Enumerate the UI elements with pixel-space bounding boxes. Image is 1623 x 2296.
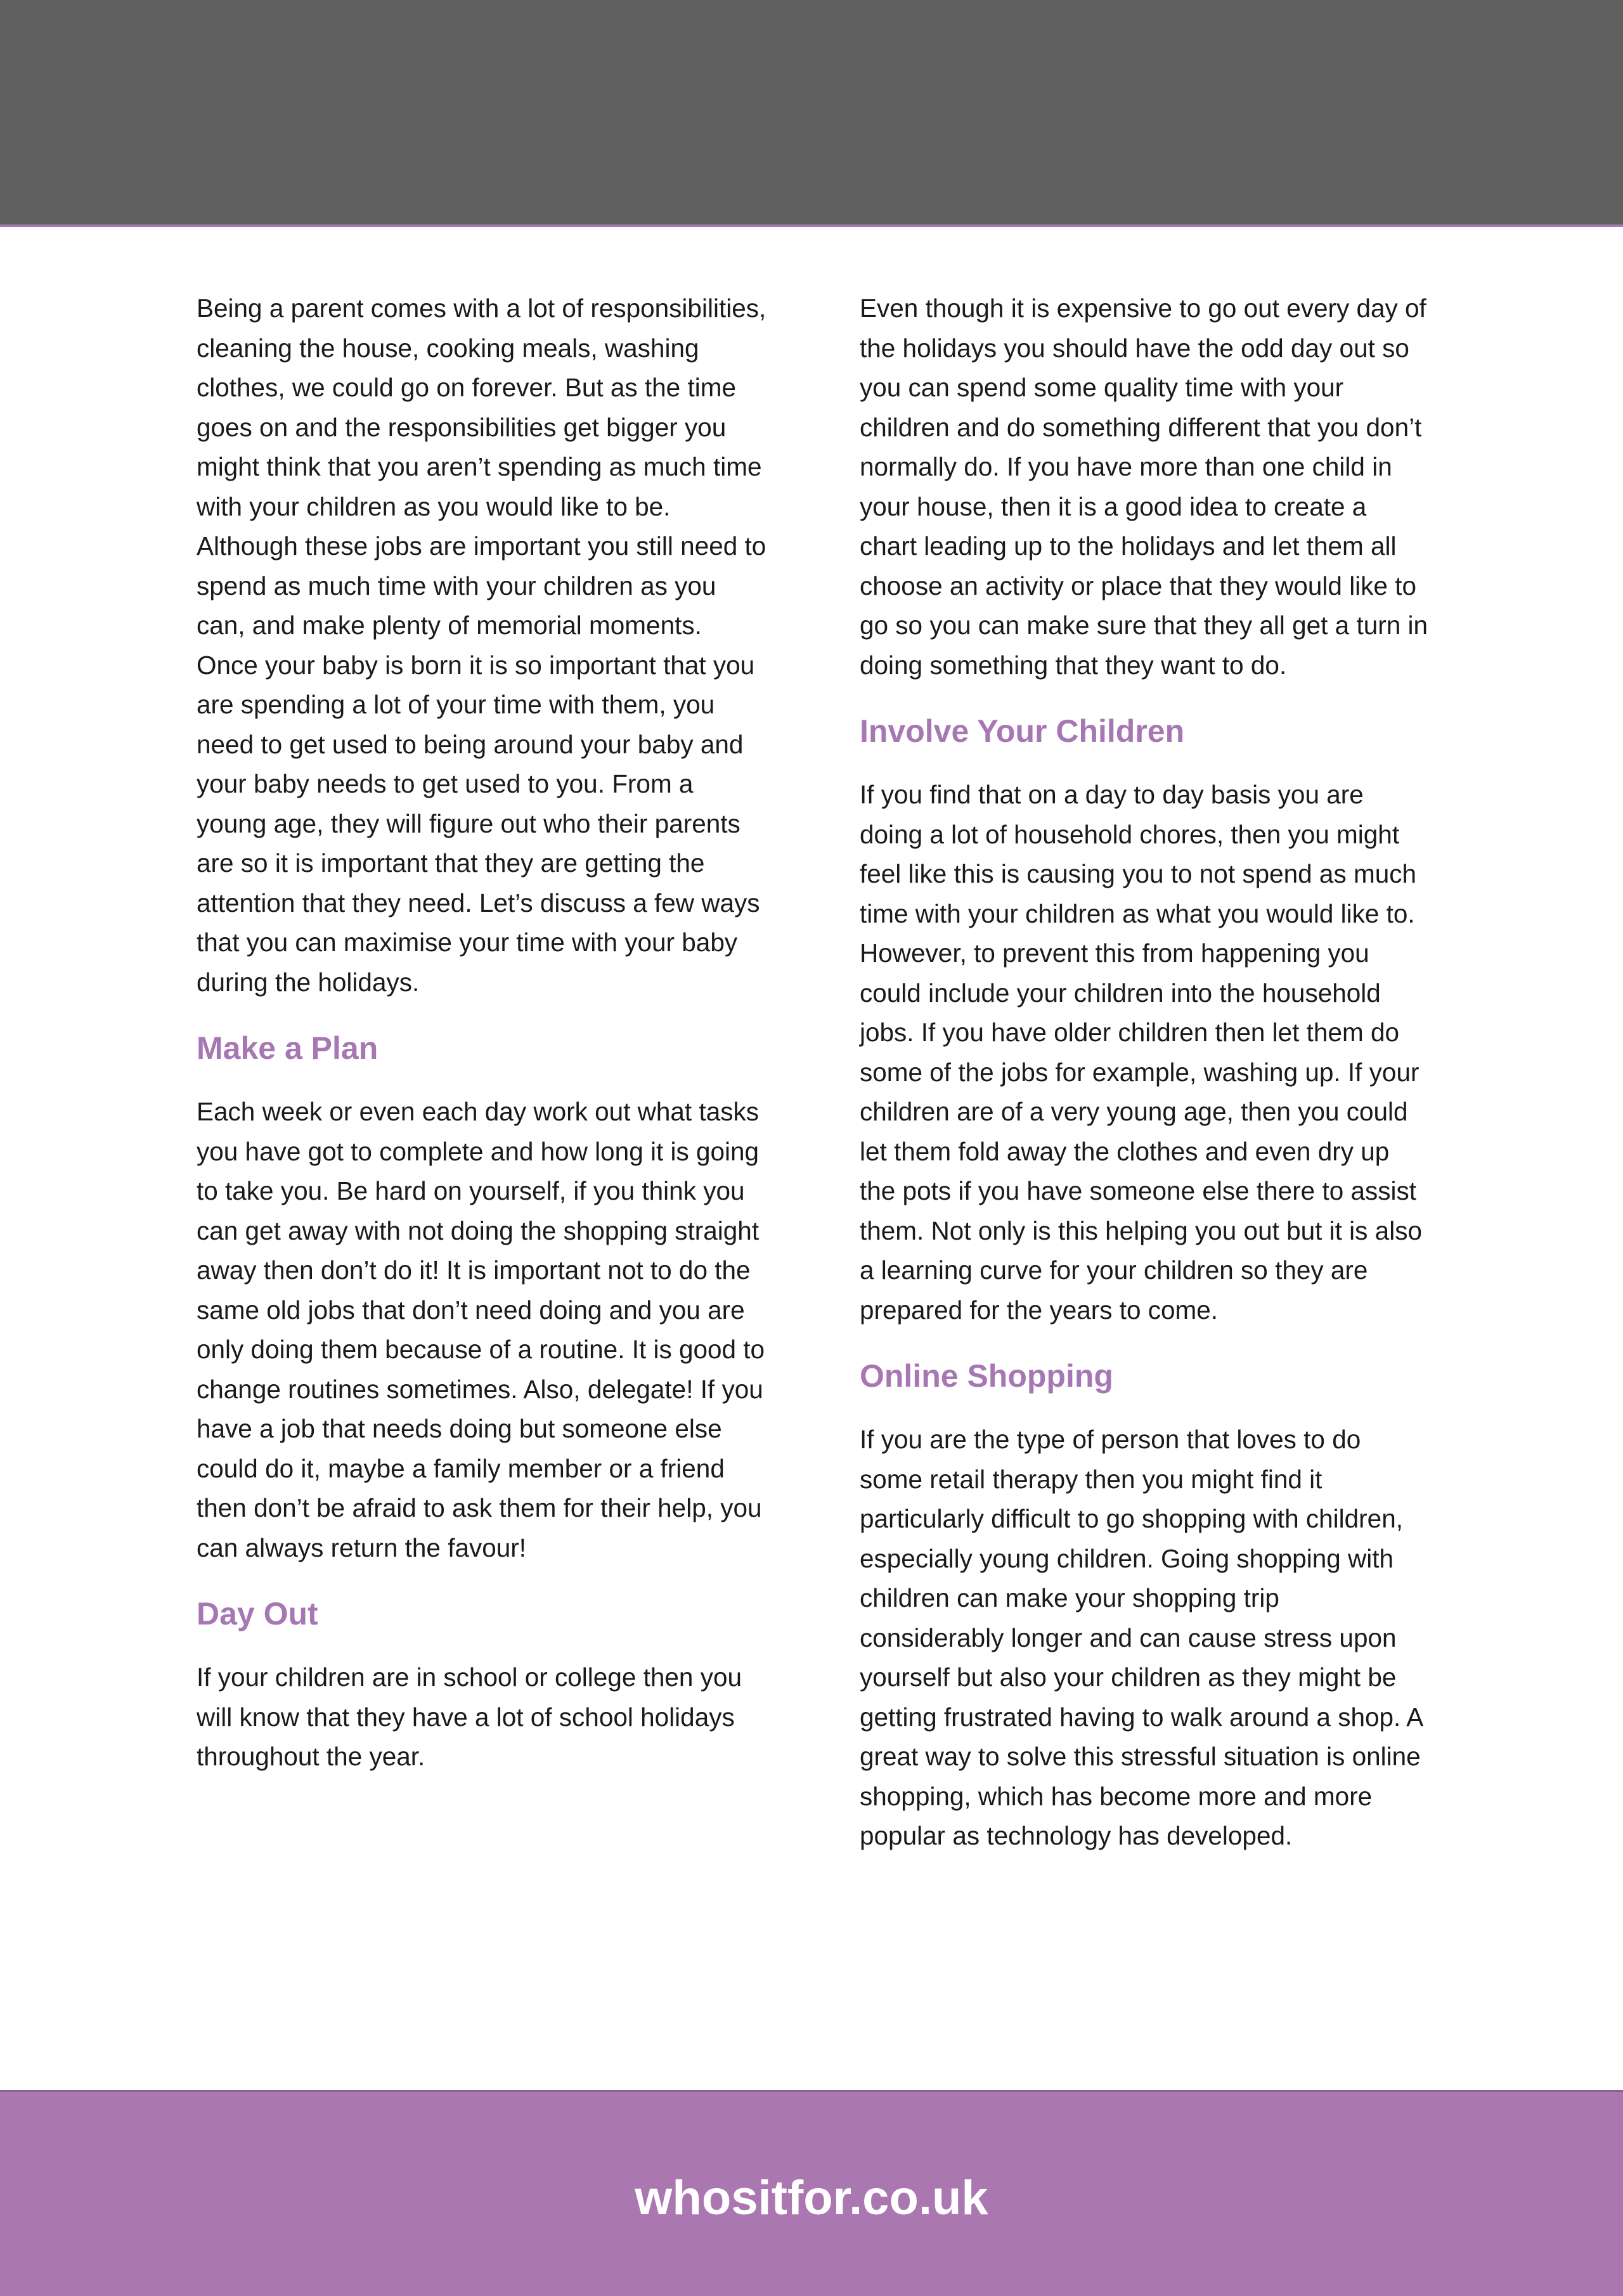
footer-website-link[interactable]: whositfor.co.uk <box>635 2171 988 2225</box>
intro-paragraph: Being a parent comes with a lot of responsibilities, cleaning the house, cooking meals, washing clothes, we could go on forever. But as the time goes on and the responsibilities get bigger you might think that you aren’t spending as much time with your children as you would like to be. Although these jobs are important you still need to spend as much time with your children as you can, and make plenty of memorial moments. Once your baby is born it is so important that you are spending a lot of your time with them, you need to get used to being around your baby and your baby needs to get used to you. From a young age, they will figure out who their parents are so it is important that they are getting the attention that they need. Let’s discuss a few ways that you can maximise your time with your baby during the holidays. <box>197 294 766 997</box>
left-column <box>197 289 767 1777</box>
header-band <box>0 0 1623 227</box>
day-out-paragraph: If your children are in school or college then you will know that they have a lot of school holidays throughout the year. <box>197 1663 742 1771</box>
involve-your-children-paragraph: If you find that on a day to day basis you are doing a lot of household chores, then you might feel like this is causing you to not spend as much time with your children as what you would like to. However, to prevent this from happening you could include your children into the household jobs. If you have older children then let them do some of the jobs for example, washing up. If your children are of a very young age, then you could let them fold away the clothes and even dry up the pots if you have someone else there to assist them. Not only is this helping you out but it is also a learning curve for your children so they are prepared for the years to come. <box>860 780 1422 1325</box>
online-shopping-heading: Online Shopping <box>860 1358 1113 1394</box>
day-out-heading: Day Out <box>197 1596 318 1631</box>
make-a-plan-heading: Make a Plan <box>197 1030 378 1066</box>
involve-your-children-heading: Involve Your Children <box>860 713 1185 749</box>
online-shopping-paragraph: If you are the type of person that loves to do some retail therapy then you might find it particularly difficult to go shopping with children, especially young children. Going shopping with children can make your shopping trip considerably longer and can cause stress upon yourself but also your children as they might be getting frustrated having to walk around a shop. A great way to solve this stressful situation is online shopping, which has become more and more popular as technology has developed. <box>860 1425 1423 1850</box>
day-out-continued-paragraph: Even though it is expensive to go out every day of the holidays you should have the odd day out so you can spend some quality time with your children and do something different that you don’t normally do. If you have more than one child in your house, then it is a good idea to create a chart leading up to the holidays and let them all choose an activity or place that they would like to go so you can make sure that they all get a turn in doing something that they want to do. <box>860 294 1428 680</box>
right-column <box>860 289 1430 1856</box>
make-a-plan-paragraph: Each week or even each day work out what tasks you have got to complete and how long it is going to take you. Be hard on yourself, if you think you can get away with not doing the shopping straight away then don’t do it! It is important not to do the same old jobs that don’t need doing and you are only doing them because of a routine. It is good to change routines sometimes. Also, delegate! If you have a job that needs doing but someone else could do it, maybe a family member or a friend then don’t be afraid to ask them for their help, you can always return the favour! <box>197 1097 765 1562</box>
